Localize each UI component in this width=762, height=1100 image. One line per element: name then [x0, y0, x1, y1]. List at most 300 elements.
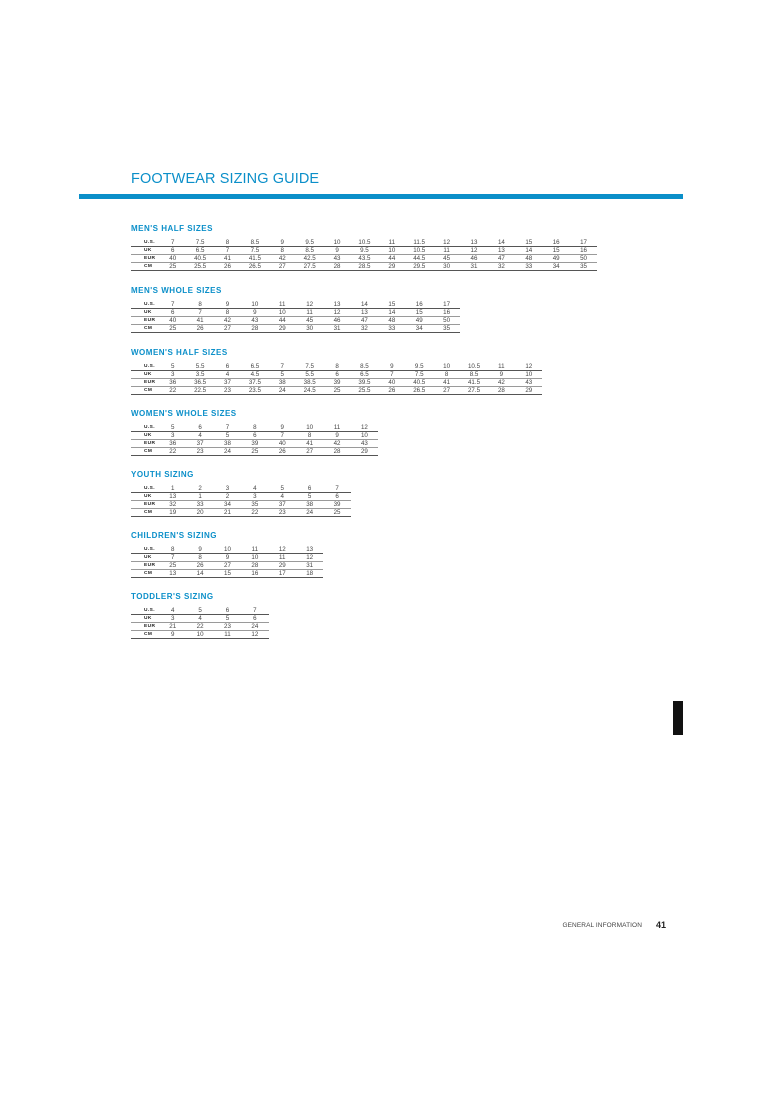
- row-label: U.S.: [131, 239, 159, 247]
- size-cell: 34: [214, 501, 241, 509]
- sizing-section: [131, 286, 460, 333]
- size-cell: 8.5: [296, 247, 323, 255]
- row-label: UK: [131, 615, 159, 623]
- size-cell: 45: [433, 255, 460, 263]
- size-cell: 6: [241, 615, 268, 623]
- size-cell: 42: [488, 379, 515, 387]
- table-row: [131, 493, 351, 501]
- size-cell: 33: [515, 263, 542, 271]
- size-cell: 7: [269, 432, 296, 440]
- size-cell: 29: [351, 448, 378, 456]
- size-cell: 45: [296, 317, 323, 325]
- size-cell: 35: [241, 501, 268, 509]
- row-label: U.S.: [131, 607, 159, 615]
- size-cell: 10.5: [406, 247, 433, 255]
- size-cell: 10: [378, 247, 405, 255]
- size-cell: 37: [214, 379, 241, 387]
- size-cell: 39: [323, 501, 350, 509]
- table-row: [131, 562, 323, 570]
- size-cell: 21: [214, 509, 241, 517]
- size-cell: 26.5: [406, 387, 433, 395]
- size-cell: 18: [296, 570, 323, 578]
- size-cell: 39.5: [351, 379, 378, 387]
- size-cell: 23: [186, 448, 213, 456]
- table-row: [131, 424, 378, 432]
- size-cell: 37.5: [241, 379, 268, 387]
- size-cell: 41.5: [460, 379, 487, 387]
- size-cell: 29.5: [406, 263, 433, 271]
- size-cell: 49: [542, 255, 569, 263]
- size-cell: 12: [515, 363, 542, 371]
- size-cell: 3: [241, 493, 268, 501]
- size-cell: 21: [159, 623, 186, 631]
- row-label: U.S.: [131, 301, 159, 309]
- size-cell: 12: [351, 424, 378, 432]
- size-cell: 1: [159, 485, 186, 493]
- size-cell: 7: [186, 309, 213, 317]
- size-cell: 11: [214, 631, 241, 639]
- size-cell: 15: [214, 570, 241, 578]
- sizing-section: [131, 470, 351, 517]
- size-cell: 9: [323, 432, 350, 440]
- size-cell: 10: [296, 424, 323, 432]
- table-row: [131, 554, 323, 562]
- size-cell: 5: [159, 424, 186, 432]
- size-cell: 5: [269, 371, 296, 379]
- size-cell: 39: [323, 379, 350, 387]
- size-cell: 5: [214, 615, 241, 623]
- size-cell: 26: [186, 562, 213, 570]
- size-cell: 41: [186, 317, 213, 325]
- size-cell: 16: [570, 247, 597, 255]
- size-cell: 31: [296, 562, 323, 570]
- size-cell: 16: [406, 301, 433, 309]
- row-label: CM: [131, 325, 159, 333]
- size-cell: 12: [323, 309, 350, 317]
- size-cell: 12: [269, 546, 296, 554]
- size-cell: 25: [241, 448, 268, 456]
- size-cell: 25: [323, 509, 350, 517]
- size-cell: 8.5: [241, 239, 268, 247]
- size-cell: 17: [433, 301, 460, 309]
- size-cell: 13: [296, 546, 323, 554]
- table-row: [131, 607, 269, 615]
- row-label: U.S.: [131, 424, 159, 432]
- size-cell: 6: [296, 485, 323, 493]
- size-cell: 29: [269, 562, 296, 570]
- row-label: U.S.: [131, 363, 159, 371]
- size-cell: 41: [296, 440, 323, 448]
- size-cell: 1: [186, 493, 213, 501]
- section-heading: YOUTH SIZING: [131, 470, 194, 479]
- title-divider-bar: [79, 194, 683, 199]
- size-cell: 2: [186, 485, 213, 493]
- size-cell: 50: [433, 317, 460, 325]
- size-cell: 40.5: [406, 379, 433, 387]
- size-cell: 33: [186, 501, 213, 509]
- size-cell: 15: [406, 309, 433, 317]
- size-cell: 7: [323, 485, 350, 493]
- size-cell: 11.5: [406, 239, 433, 247]
- size-cell: 11: [269, 554, 296, 562]
- size-cell: 40.5: [186, 255, 213, 263]
- size-cell: 14: [351, 301, 378, 309]
- row-label: CM: [131, 631, 159, 639]
- size-cell: 15: [542, 247, 569, 255]
- row-label: EUR: [131, 379, 159, 387]
- row-label: UK: [131, 247, 159, 255]
- size-cell: 14: [488, 239, 515, 247]
- size-cell: 40: [378, 379, 405, 387]
- size-cell: 11: [488, 363, 515, 371]
- size-cell: 27: [214, 562, 241, 570]
- row-label: EUR: [131, 255, 159, 263]
- size-cell: 44.5: [406, 255, 433, 263]
- size-table: [131, 607, 269, 639]
- size-table: [131, 301, 460, 333]
- size-cell: 16: [433, 309, 460, 317]
- size-cell: 11: [296, 309, 323, 317]
- row-label: UK: [131, 309, 159, 317]
- size-cell: 13: [488, 247, 515, 255]
- section-heading: CHILDREN'S SIZING: [131, 531, 217, 540]
- size-cell: 23.5: [241, 387, 268, 395]
- size-cell: 17: [269, 570, 296, 578]
- size-cell: 8: [186, 554, 213, 562]
- size-cell: 13: [159, 493, 186, 501]
- row-label: UK: [131, 371, 159, 379]
- size-cell: 12: [460, 247, 487, 255]
- size-cell: 31: [323, 325, 350, 333]
- size-cell: 11: [378, 239, 405, 247]
- size-cell: 38: [214, 440, 241, 448]
- size-cell: 12: [296, 554, 323, 562]
- size-cell: 32: [488, 263, 515, 271]
- size-cell: 38: [269, 379, 296, 387]
- size-cell: 11: [433, 247, 460, 255]
- size-cell: 38.5: [296, 379, 323, 387]
- size-cell: 38: [296, 501, 323, 509]
- row-label: CM: [131, 387, 159, 395]
- size-cell: 10: [241, 301, 268, 309]
- size-cell: 10: [351, 432, 378, 440]
- size-cell: 6.5: [351, 371, 378, 379]
- size-cell: 27: [214, 325, 241, 333]
- size-cell: 12: [296, 301, 323, 309]
- size-cell: 24: [296, 509, 323, 517]
- row-label: CM: [131, 448, 159, 456]
- size-cell: 5.5: [186, 363, 213, 371]
- section-tab-marker: [673, 701, 683, 735]
- size-cell: 7: [269, 363, 296, 371]
- size-cell: 48: [378, 317, 405, 325]
- row-label: EUR: [131, 623, 159, 631]
- size-cell: 11: [323, 424, 350, 432]
- size-cell: 3: [159, 371, 186, 379]
- size-table: [131, 546, 323, 578]
- table-row: [131, 440, 378, 448]
- table-row: [131, 379, 542, 387]
- table-row: [131, 363, 542, 371]
- size-cell: 30: [433, 263, 460, 271]
- sizing-section: [131, 409, 378, 456]
- size-cell: 8: [186, 301, 213, 309]
- size-cell: 13: [159, 570, 186, 578]
- size-cell: 9: [269, 424, 296, 432]
- size-cell: 36: [159, 379, 186, 387]
- size-cell: 6.5: [186, 247, 213, 255]
- size-cell: 19: [159, 509, 186, 517]
- size-cell: 22: [159, 448, 186, 456]
- size-cell: 28: [323, 448, 350, 456]
- size-cell: 15: [378, 301, 405, 309]
- table-row: [131, 387, 542, 395]
- size-table: [131, 424, 378, 456]
- size-cell: 27.5: [460, 387, 487, 395]
- size-cell: 6: [214, 607, 241, 615]
- size-cell: 28: [488, 387, 515, 395]
- size-cell: 4: [214, 371, 241, 379]
- size-cell: 35: [433, 325, 460, 333]
- size-cell: 9: [159, 631, 186, 639]
- table-row: [131, 263, 597, 271]
- size-cell: 3: [159, 615, 186, 623]
- size-cell: 4: [186, 432, 213, 440]
- size-cell: 26: [186, 325, 213, 333]
- size-cell: 26: [378, 387, 405, 395]
- size-cell: 7: [159, 554, 186, 562]
- size-cell: 23: [214, 387, 241, 395]
- size-cell: 8: [214, 239, 241, 247]
- table-row: [131, 247, 597, 255]
- row-label: EUR: [131, 562, 159, 570]
- size-table: [131, 363, 542, 395]
- size-cell: 22: [241, 509, 268, 517]
- size-cell: 5: [159, 363, 186, 371]
- size-cell: 24: [241, 623, 268, 631]
- size-cell: 7: [214, 424, 241, 432]
- size-cell: 27: [433, 387, 460, 395]
- size-cell: 28: [241, 562, 268, 570]
- size-cell: 46: [460, 255, 487, 263]
- size-cell: 42: [323, 440, 350, 448]
- size-cell: 8: [241, 424, 268, 432]
- size-cell: 9: [186, 546, 213, 554]
- size-cell: 5: [214, 432, 241, 440]
- size-cell: 9.5: [406, 363, 433, 371]
- size-cell: 47: [351, 317, 378, 325]
- size-cell: 28.5: [351, 263, 378, 271]
- size-table: [131, 239, 597, 271]
- sizing-section: [131, 348, 542, 395]
- size-cell: 43: [323, 255, 350, 263]
- size-cell: 24.5: [296, 387, 323, 395]
- size-cell: 31: [460, 263, 487, 271]
- row-label: CM: [131, 263, 159, 271]
- size-cell: 10: [515, 371, 542, 379]
- page-footer: [560, 920, 666, 932]
- size-cell: 36: [159, 440, 186, 448]
- size-cell: 43.5: [351, 255, 378, 263]
- page-number: 41: [655, 920, 666, 930]
- size-cell: 25: [159, 562, 186, 570]
- sizing-section: [131, 224, 597, 271]
- size-cell: 5: [186, 607, 213, 615]
- table-row: [131, 317, 460, 325]
- table-row: [131, 501, 351, 509]
- size-cell: 25.5: [186, 263, 213, 271]
- size-cell: 7: [214, 247, 241, 255]
- section-heading: MEN'S HALF SIZES: [131, 224, 213, 233]
- table-row: [131, 448, 378, 456]
- size-cell: 37: [186, 440, 213, 448]
- row-label: U.S.: [131, 546, 159, 554]
- size-cell: 44: [378, 255, 405, 263]
- size-cell: 35: [570, 263, 597, 271]
- size-cell: 7: [241, 607, 268, 615]
- table-row: [131, 371, 542, 379]
- size-cell: 9: [214, 301, 241, 309]
- section-heading: TODDLER'S SIZING: [131, 592, 214, 601]
- size-cell: 13: [351, 309, 378, 317]
- size-cell: 42.5: [296, 255, 323, 263]
- table-row: [131, 432, 378, 440]
- size-cell: 41.5: [241, 255, 268, 263]
- size-cell: 3: [159, 432, 186, 440]
- size-cell: 7.5: [406, 371, 433, 379]
- size-cell: 43: [241, 317, 268, 325]
- row-label: EUR: [131, 440, 159, 448]
- size-cell: 10: [241, 554, 268, 562]
- sizing-section: [131, 531, 323, 578]
- size-cell: 9.5: [351, 247, 378, 255]
- row-label: EUR: [131, 501, 159, 509]
- size-cell: 14: [378, 309, 405, 317]
- size-cell: 44: [269, 317, 296, 325]
- row-label: CM: [131, 509, 159, 517]
- row-label: UK: [131, 432, 159, 440]
- size-cell: 29: [269, 325, 296, 333]
- size-cell: 25: [159, 263, 186, 271]
- size-cell: 40: [269, 440, 296, 448]
- size-cell: 10.5: [460, 363, 487, 371]
- size-cell: 25: [159, 325, 186, 333]
- size-cell: 32: [159, 501, 186, 509]
- size-cell: 42: [214, 317, 241, 325]
- size-cell: 11: [241, 546, 268, 554]
- size-cell: 27.5: [296, 263, 323, 271]
- size-cell: 34: [542, 263, 569, 271]
- size-cell: 8: [214, 309, 241, 317]
- size-cell: 14: [186, 570, 213, 578]
- size-cell: 6: [214, 363, 241, 371]
- size-cell: 39: [241, 440, 268, 448]
- size-cell: 16: [542, 239, 569, 247]
- size-cell: 26: [269, 448, 296, 456]
- table-row: [131, 546, 323, 554]
- size-cell: 13: [323, 301, 350, 309]
- row-label: CM: [131, 570, 159, 578]
- table-row: [131, 255, 597, 263]
- sizing-section: [131, 592, 269, 639]
- size-cell: 6: [159, 309, 186, 317]
- size-cell: 25: [323, 387, 350, 395]
- size-cell: 8.5: [351, 363, 378, 371]
- size-cell: 49: [406, 317, 433, 325]
- table-row: [131, 623, 269, 631]
- size-cell: 4: [241, 485, 268, 493]
- size-cell: 4.5: [241, 371, 268, 379]
- size-cell: 7: [378, 371, 405, 379]
- size-cell: 15: [515, 239, 542, 247]
- size-cell: 9.5: [296, 239, 323, 247]
- size-cell: 8: [296, 432, 323, 440]
- size-cell: 7: [159, 301, 186, 309]
- size-cell: 12: [241, 631, 268, 639]
- size-cell: 22: [159, 387, 186, 395]
- size-cell: 23: [214, 623, 241, 631]
- size-cell: 22: [186, 623, 213, 631]
- table-row: [131, 485, 351, 493]
- size-cell: 8: [323, 363, 350, 371]
- size-cell: 5: [296, 493, 323, 501]
- size-cell: 41: [214, 255, 241, 263]
- size-cell: 7.5: [241, 247, 268, 255]
- section-heading: WOMEN'S WHOLE SIZES: [131, 409, 237, 418]
- table-row: [131, 631, 269, 639]
- size-cell: 16: [241, 570, 268, 578]
- size-cell: 37: [269, 501, 296, 509]
- size-cell: 46: [323, 317, 350, 325]
- table-row: [131, 301, 460, 309]
- size-table: [131, 485, 351, 517]
- size-cell: 4: [269, 493, 296, 501]
- size-cell: 9: [214, 554, 241, 562]
- size-cell: 17: [570, 239, 597, 247]
- size-cell: 10: [433, 363, 460, 371]
- table-row: [131, 509, 351, 517]
- size-cell: 28: [241, 325, 268, 333]
- size-cell: 24: [214, 448, 241, 456]
- size-cell: 9: [488, 371, 515, 379]
- size-cell: 29: [515, 387, 542, 395]
- size-cell: 8: [269, 247, 296, 255]
- size-cell: 6: [323, 371, 350, 379]
- size-cell: 10: [323, 239, 350, 247]
- size-cell: 40: [159, 255, 186, 263]
- size-cell: 9: [323, 247, 350, 255]
- size-cell: 4: [186, 615, 213, 623]
- table-row: [131, 325, 460, 333]
- row-label: UK: [131, 554, 159, 562]
- size-cell: 9: [269, 239, 296, 247]
- size-cell: 8: [159, 546, 186, 554]
- size-cell: 3.5: [186, 371, 213, 379]
- size-cell: 6: [241, 432, 268, 440]
- size-cell: 34: [406, 325, 433, 333]
- size-cell: 9: [241, 309, 268, 317]
- table-row: [131, 570, 323, 578]
- size-cell: 7: [159, 239, 186, 247]
- size-cell: 6: [186, 424, 213, 432]
- size-cell: 6: [159, 247, 186, 255]
- size-cell: 11: [269, 301, 296, 309]
- size-cell: 23: [269, 509, 296, 517]
- table-row: [131, 309, 460, 317]
- size-cell: 32: [351, 325, 378, 333]
- size-cell: 12: [433, 239, 460, 247]
- size-cell: 14: [515, 247, 542, 255]
